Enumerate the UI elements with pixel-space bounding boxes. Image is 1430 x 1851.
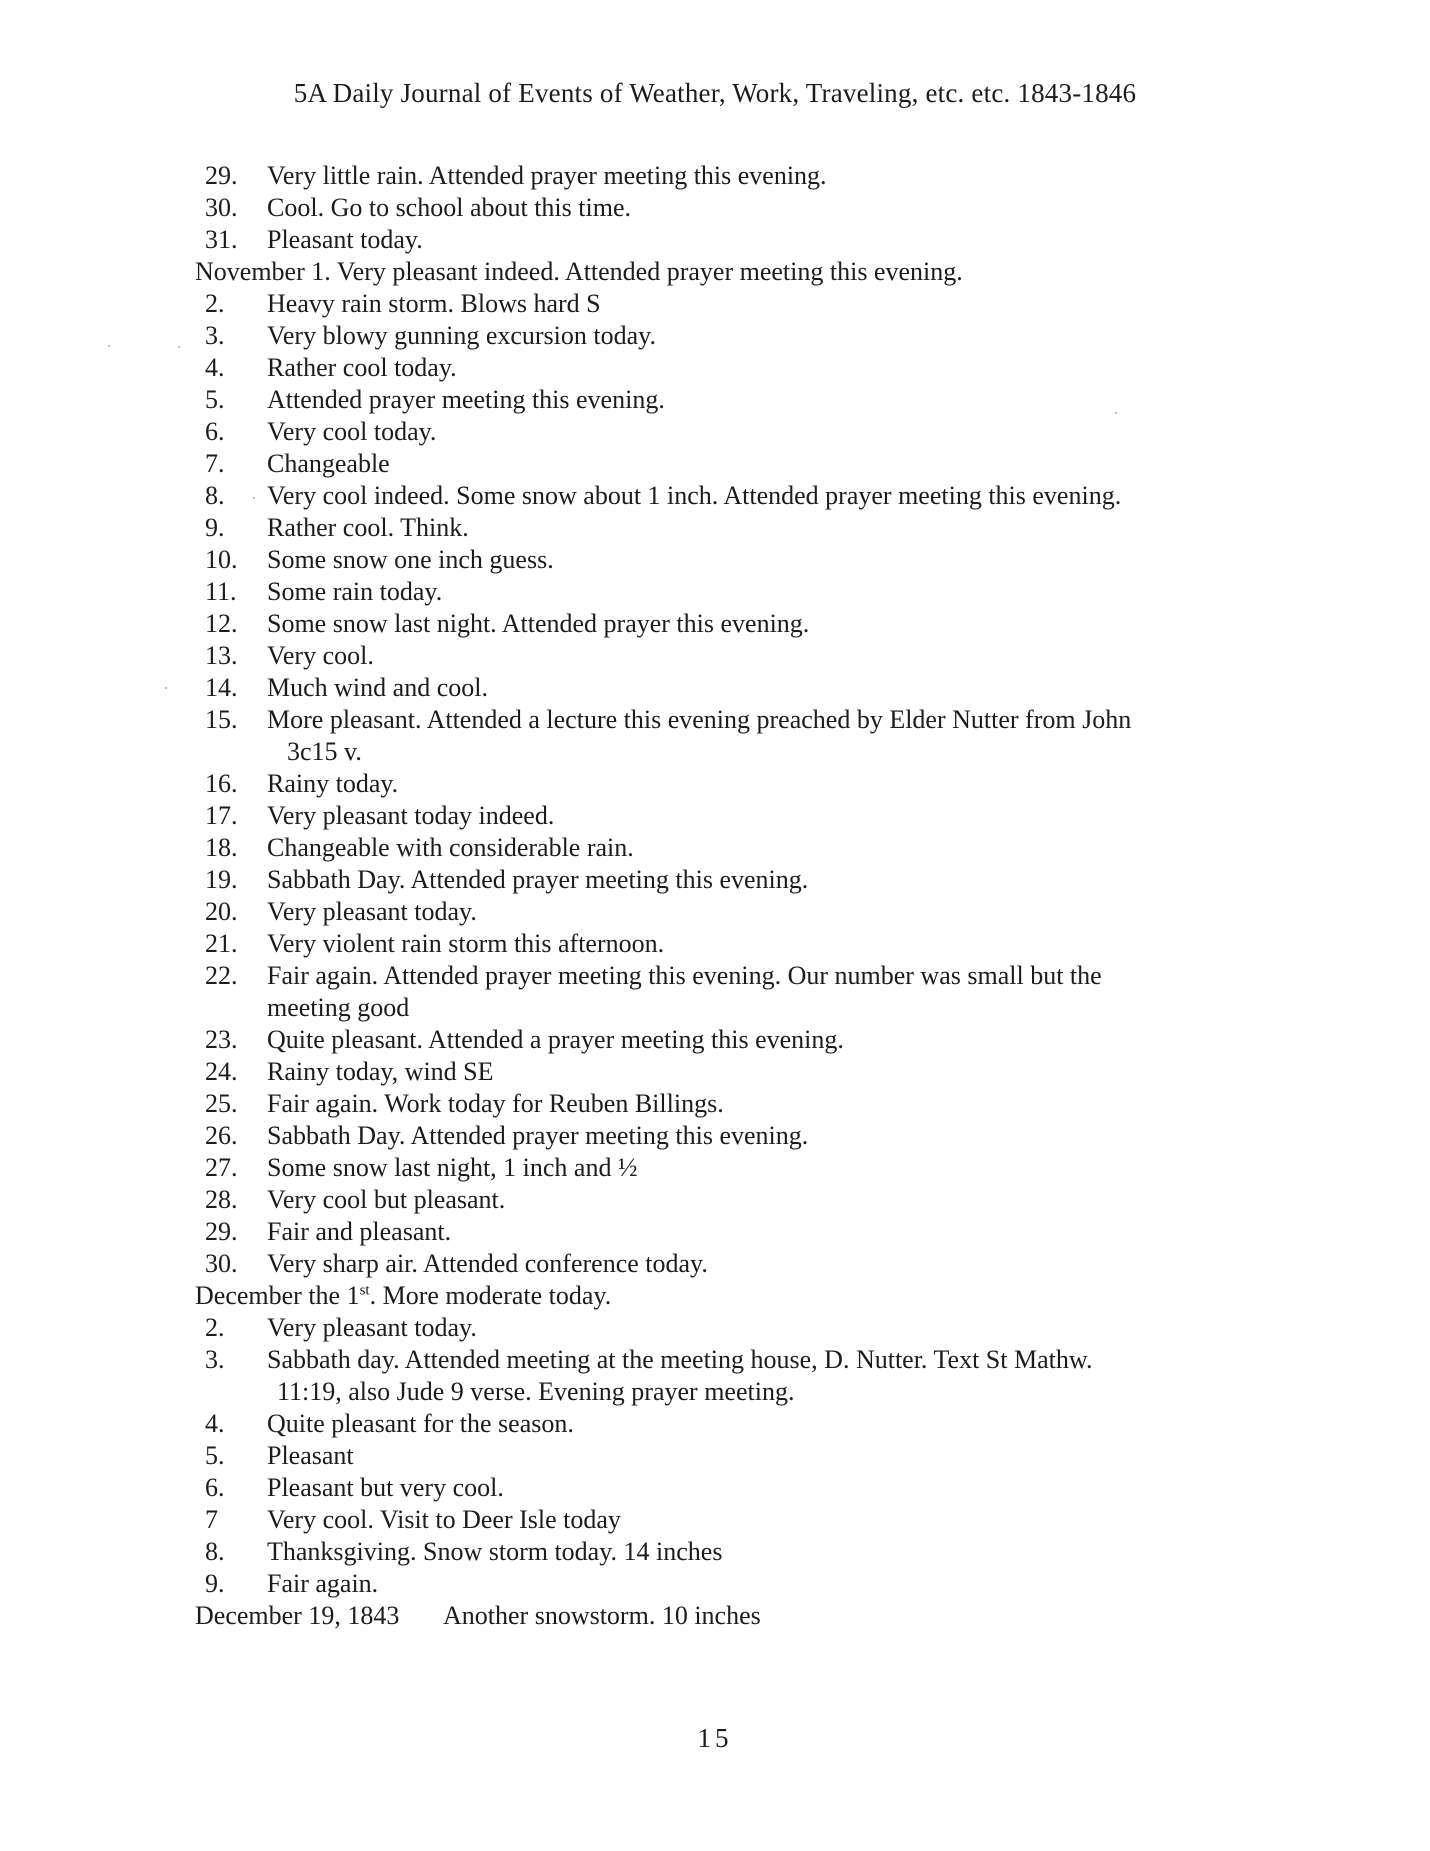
entry-line: 17. Very pleasant today indeed. xyxy=(205,801,555,830)
entry-line: 2. Very pleasant today. xyxy=(205,1313,477,1342)
entry-line: 19. Sabbath Day. Attended prayer meeting this evening. xyxy=(205,865,809,894)
entry-line: 26. Sabbath Day. Attended prayer meeting this evening. xyxy=(205,1121,809,1150)
entry-line: 22. Fair again. Attended prayer meeting this evening. Our number was small but the xyxy=(205,961,1102,990)
entry-line: 28. Very cool but pleasant. xyxy=(205,1185,506,1214)
entry-line: 24. Rainy today, wind SE xyxy=(205,1057,494,1086)
entry-line: 6. Pleasant but very cool. xyxy=(205,1473,504,1502)
entry-line: 2. Heavy rain storm. Blows hard S xyxy=(205,289,601,318)
entry-line: 8. Thanksgiving. Snow storm today. 14 inches xyxy=(205,1537,723,1566)
entry-line: 27. Some snow last night, 1 inch and ½ xyxy=(205,1153,638,1182)
scan-speck xyxy=(1115,412,1117,414)
dated-entry-heading: December 19, 1843 Another snowstorm. 10 inches xyxy=(195,1601,761,1630)
entry-line: 29. Fair and pleasant. xyxy=(205,1217,452,1246)
entry-line: 31. Pleasant today. xyxy=(205,225,423,254)
entry-continuation: 3c15 v. xyxy=(287,737,362,766)
entry-line: 29. Very little rain. Attended prayer meeting this evening. xyxy=(205,161,827,190)
month-heading-december: December the 1st. More moderate today. xyxy=(195,1281,612,1310)
entry-line: 30. Very sharp air. Attended conference today. xyxy=(205,1249,708,1278)
entry-line: 15. More pleasant. Attended a lecture this evening preached by Elder Nutter from John xyxy=(205,705,1132,734)
entry-line: 23. Quite pleasant. Attended a prayer meeting this evening. xyxy=(205,1025,844,1054)
scan-speck xyxy=(178,346,180,348)
entry-line: 3. Very blowy gunning excursion today. xyxy=(205,321,656,350)
entry-line: 20. Very pleasant today. xyxy=(205,897,477,926)
entry-line: 4. Quite pleasant for the season. xyxy=(205,1409,574,1438)
entry-line: 5. Attended prayer meeting this evening. xyxy=(205,385,665,414)
entry-line: 16. Rainy today. xyxy=(205,769,399,798)
entry-continuation: 11:19, also Jude 9 verse. Evening prayer meeting. xyxy=(277,1377,795,1406)
entry-line: 30. Cool. Go to school about this time. xyxy=(205,193,631,222)
entry-line: 21. Very violent rain storm this afternoon. xyxy=(205,929,665,958)
entry-line: 6. Very cool today. xyxy=(205,417,437,446)
entry-continuation: meeting good xyxy=(267,993,410,1022)
entry-line: 13. Very cool. xyxy=(205,641,374,670)
entry-line: 4. Rather cool today. xyxy=(205,353,457,382)
scan-speck xyxy=(165,687,167,689)
entry-line: 7. Changeable xyxy=(205,449,390,478)
entry-line: 10. Some snow one inch guess. xyxy=(205,545,554,574)
entry-line: 5. Pleasant xyxy=(205,1441,354,1470)
month-heading-november: November 1. Very pleasant indeed. Attended prayer meeting this evening. xyxy=(195,257,963,286)
entry-line: 7 Very cool. Visit to Deer Isle today xyxy=(205,1505,621,1534)
entry-line: 9. Rather cool. Think. xyxy=(205,513,469,542)
entry-line: 11. Some rain today. xyxy=(205,577,443,606)
scan-speck xyxy=(253,497,255,499)
entry-line: 25. Fair again. Work today for Reuben Billings. xyxy=(205,1089,724,1118)
entry-line: 8. Very cool indeed. Some snow about 1 inch. Attended prayer meeting this evening. xyxy=(205,481,1122,510)
entry-line: 3. Sabbath day. Attended meeting at the meeting house, D. Nutter. Text St Mathw. xyxy=(205,1345,1093,1374)
entry-line: 18. Changeable with considerable rain. xyxy=(205,833,634,862)
entry-line: 14. Much wind and cool. xyxy=(205,673,488,702)
page-number: 15 xyxy=(697,1723,733,1753)
entry-line: 9. Fair again. xyxy=(205,1569,379,1598)
journal-entries xyxy=(195,160,1325,1632)
entry-line: 12. Some snow last night. Attended prayer this evening. xyxy=(205,609,810,638)
page-title: 5A Daily Journal of Events of Weather, Work, Traveling, etc. etc. 1843-1846 xyxy=(293,78,1137,108)
scan-speck xyxy=(108,345,110,347)
